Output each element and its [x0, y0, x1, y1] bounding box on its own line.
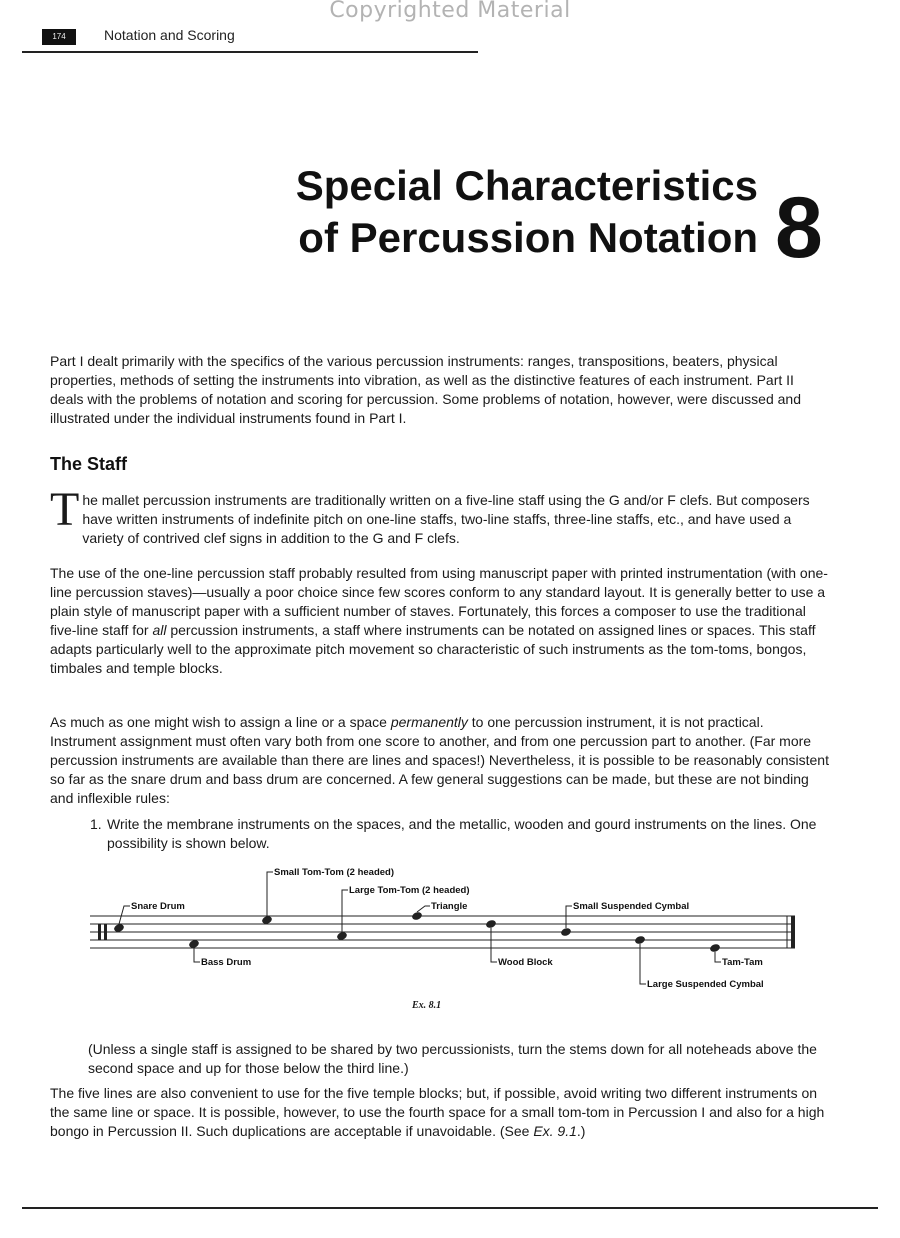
percussion-clef-bar-1: [98, 924, 101, 940]
list-item-number: 1.: [90, 816, 102, 832]
final-barline-thick: [791, 916, 795, 948]
list-item: [90, 815, 830, 853]
label-large-tom: Large Tom-Tom (2 headed): [349, 885, 470, 896]
chapter-title-line2: of Percussion Notation: [298, 214, 758, 261]
paragraph-2: [50, 564, 830, 678]
label-large-cymbal: Large Suspended Cymbal: [647, 979, 764, 990]
drop-cap: T: [50, 483, 80, 536]
label-tam-tam: Tam-Tam: [722, 957, 763, 968]
paragraph-3-emphasis: permanently: [390, 714, 468, 730]
page-number-marker: 174: [42, 29, 76, 45]
label-small-cymbal: Small Suspended Cymbal: [573, 901, 690, 912]
staff-svg: [90, 860, 810, 1000]
chapter-number: 8: [775, 180, 823, 276]
note-large-cymbal: [634, 935, 646, 945]
paragraph-2-text-b: percussion instruments, a staff where instruments can be notated on assigned lines or spaces. This staff adapts particularly well to the approximate pitch movement so characteristic of such instruments as the tom-toms, bongos, timbales and temple blocks.: [50, 622, 816, 676]
label-triangle: Triangle: [431, 901, 468, 912]
label-wood-block: Wood Block: [498, 957, 553, 968]
intro-text: Part I dealt primarily with the specifics of the various percussion instruments: ranges, transpositions, beaters, physical properties, methods of setting the instruments into vibration, as well as the distinctive features of each instrument. Part II deals with the problems of notation and scoring for percussion. Some problems of notation, however, were discussed and illustrated under the individual instruments found in Part I.: [50, 353, 801, 426]
paragraph-5-text-a: The five lines are also convenient to use for the five temple blocks; but, if possible, avoid writing two different instruments on the same line or space. It is possible, however, to use the fourth space for a small tom-tom in Percussion I and also for a high bongo in Percussion II. Such duplications are acceptable if unavoidable. (See: [50, 1085, 825, 1139]
paragraph-3-text-a: As much as one might wish to assign a line or a space: [50, 714, 391, 730]
chapter-title-line1: Special Characteristics: [295, 162, 758, 209]
paragraph-5-text-b: .): [576, 1123, 586, 1139]
copyright-watermark: Copyrighted Material: [329, 0, 571, 23]
note-triangle: [411, 911, 423, 921]
example-caption: Ex. 8.1: [412, 1000, 442, 1011]
notation-example: [90, 860, 810, 1000]
paragraph-2-text-a: The use of the one-line percussion staff probably resulted from using manuscript paper with printed instrumentation (with one-line percussion staves)—usually a poor choice since few scores conform to any standard layout. It is generally better to use a plain style of manuscript paper with a sufficient number of staves. Fortunately, this forces a composer to use the traditional five-line staff for: [50, 565, 828, 638]
paragraph-1-text: he mallet percussion instruments are traditionally written on a five-line staff using the G and/or F clefs. But composers have written instruments of indefinite pitch on one-line staffs, two-line staffs, three-line staffs, etc., and have used a variety of contrived clef signs in addition to the G and F clefs.: [82, 492, 810, 546]
paragraph-3: [50, 713, 830, 808]
note-small-cymbal: [560, 927, 572, 937]
percussion-clef-bar-2: [104, 924, 107, 940]
label-small-tom: Small Tom-Tom (2 headed): [274, 867, 394, 878]
section-heading: The Staff: [50, 454, 128, 474]
paragraph-5: [50, 1084, 830, 1141]
footer-rule: [22, 1207, 878, 1209]
paragraph-5-emphasis: Ex. 9.1: [533, 1123, 577, 1139]
running-head: Notation and Scoring: [104, 27, 235, 43]
paragraph-3-text-b: to one percussion instrument, it is not practical. Instrument assignment must often vary both from one score to another, and from one percussion part to another. (Far more percussion instruments are available than there are lines and spaces!) Nevertheless, it is possible to be reasonably consistent so far as the snare drum and bass drum are concerned. A few general suggestions can be made, but these are not binding and inflexible rules:: [50, 714, 829, 806]
paragraph-4-text: (Unless a single staff is assigned to be shared by two percussionists, turn the stems down for all noteheads above the second space and up for those below the third line.): [88, 1041, 817, 1076]
paragraph-1: [50, 483, 830, 548]
label-snare-drum: Snare Drum: [131, 901, 185, 912]
note-wood-block: [485, 919, 497, 929]
intro-paragraph: [50, 352, 830, 428]
chapter-title: [296, 160, 758, 264]
list-item-text: Write the membrane instruments on the spaces, and the metallic, wooden and gourd instruments on the lines. One possibility is shown below.: [107, 816, 817, 851]
label-bass-drum: Bass Drum: [201, 957, 252, 968]
paragraph-4: [88, 1040, 832, 1078]
header-rule: [22, 51, 478, 53]
note-tam-tam: [709, 943, 721, 953]
paragraph-2-emphasis: all: [152, 622, 167, 638]
